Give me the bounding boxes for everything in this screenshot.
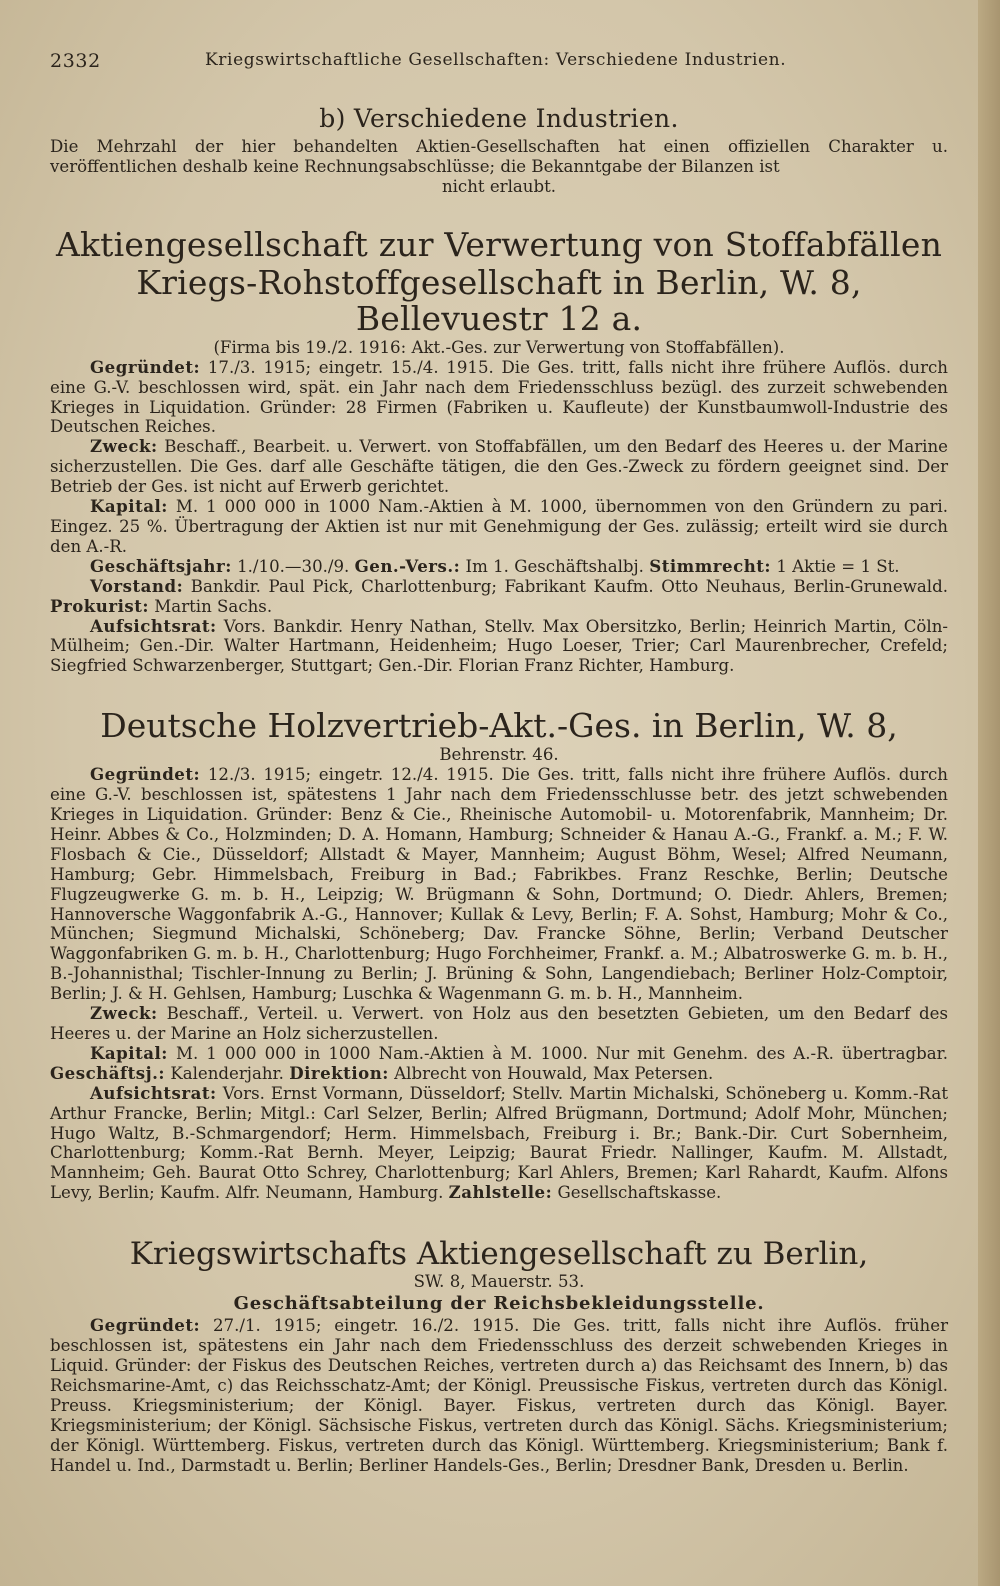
zweck-text: Beschaff., Bearbeit. u. Verwert. von Stoffabfällen, um den Bedarf des Heeres u. der Marine sicherzustellen. Die Ges. darf alle Geschäfte tätigen, die den Ges.-Zweck zu fördern geeignet sind. Der Betrieb der Ges. ist nicht auf Erwerb gerichtet.	[50, 437, 948, 497]
entry2-gegruendet	[50, 765, 948, 1004]
entry2-title: Deutsche Holzvertrieb-Akt.-Ges. in Berlin, W. 8,	[100, 706, 898, 746]
entry1-geschaeftsjahr	[50, 557, 948, 577]
prokurist-label: Prokurist:	[50, 595, 150, 616]
entry1-kapital	[50, 497, 948, 557]
section-heading: b) Verschiedene Industrien.	[319, 104, 679, 133]
running-header	[50, 44, 948, 74]
entry1-aufsichtsrat	[50, 617, 948, 677]
gj-text: Kalenderjahr.	[165, 1063, 290, 1083]
kapital-text: M. 1 000 000 in 1000 Nam.-Aktien à M. 1000. Nur mit Genehm. des A.-R. übertragbar.	[167, 1043, 948, 1063]
entry1-title-line1: Aktiengesellschaft zur Verwertung von Stoffabfällen	[55, 224, 943, 264]
direktion-label: Direktion:	[289, 1062, 389, 1083]
page-number: 2332	[50, 50, 101, 72]
gegruendet-label: Gegründet:	[90, 1315, 201, 1336]
gj-label: Geschäftsjahr:	[90, 555, 232, 576]
zahlstelle-label: Zahlstelle:	[448, 1182, 553, 1203]
entry3-department: Geschäftsabteilung der Reichsbekleidungsstelle.	[233, 1293, 765, 1315]
gegruendet-text: 17./3. 1915; eingetr. 15./4. 1915. Die Ges. tritt, falls nicht ihre frühere Auflös. durch eine G.-V. beschlossen wird, spät. ein Jahr nach dem Friedensschluss bezügl. des zurzeit schwebenden Krieges in Liquidation. Gründer: 28 Firmen (Fabriken u. Kaufleute) der Kunstbaumwoll-Industrie des Deutschen Reiches.	[50, 357, 948, 437]
gj-label: Geschäftsj.:	[50, 1062, 166, 1083]
zahlstelle-text: Gesellschaftskasse.	[552, 1183, 722, 1203]
kapital-label: Kapital:	[90, 1042, 168, 1063]
section-intro-end: nicht erlaubt.	[441, 176, 557, 196]
entry1-firma: (Firma bis 19./2. 1916: Akt.-Ges. zur Verwertung von Stoffabfällen).	[213, 337, 785, 357]
zweck-label: Zweck:	[90, 1003, 158, 1024]
gv-label: Gen.-Vers.:	[354, 555, 461, 576]
direktion-text: Albrecht von Houwald, Max Petersen.	[388, 1063, 714, 1083]
section-intro: Die Mehrzahl der hier behandelten Aktien-Gesellschaften hat einen offiziellen Charakter u. veröffentlichen deshalb keine Rechnungsabschlüsse; die Bekanntgabe der Bilanzen ist	[50, 137, 948, 176]
zweck-label: Zweck:	[90, 436, 158, 457]
kapital-text: M. 1 000 000 in 1000 Nam.-Aktien à M. 1000, übernommen von den Gründern zu pari. Eingez. 25 %. Übertragung der Aktien ist nur mit Genehmigung der Ges. zulässig; erteilt wird sie durch den A.-R.	[50, 497, 948, 556]
gv-text: Im 1. Geschäftshalbj.	[460, 556, 650, 576]
entry1-vorstand	[50, 577, 948, 617]
entry1-gegruendet	[50, 358, 948, 438]
gegruendet-label: Gegründet:	[90, 356, 201, 377]
vorstand-text: Bankdir. Paul Pick, Charlottenburg; Fabrikant Kaufm. Otto Neuhaus, Berlin-Grunewald.	[183, 576, 948, 596]
stimmrecht-text: 1 Aktie = 1 St.	[771, 556, 900, 576]
entry2-kapital	[50, 1044, 948, 1084]
entry1-title-line2: Kriegs-Rohstoffgesellschaft in Berlin, W. 8, Bellevuestr 12 a.	[136, 262, 862, 338]
vorstand-label: Vorstand:	[90, 575, 184, 596]
page-content	[50, 44, 948, 1475]
entry3-gegruendet	[50, 1316, 948, 1475]
gegruendet-label: Gegründet:	[90, 764, 201, 785]
entry2-zweck	[50, 1004, 948, 1044]
entry2-address: Behrenstr. 46.	[439, 745, 559, 765]
running-title: Kriegswirtschaftliche Gesellschaften: Verschiedene Industrien.	[205, 50, 787, 70]
aufsichtsrat-text: Vors. Bankdir. Henry Nathan, Stellv. Max Obersitzko, Berlin; Heinrich Martin, Cöln-Mülheim; Gen.-Dir. Walter Hartmann, Heidenheim; Hugo Loeser, Trier; Carl Maurenbrecher, Crefeld; Siegfried Schwarzenberger, Stuttgart; Gen.-Dir. Florian Franz Richter, Hamburg.	[50, 616, 948, 676]
aufsichtsrat-label: Aufsichtsrat:	[90, 615, 217, 636]
gegruendet-text: 12./3. 1915; eingetr. 12./4. 1915. Die Ges. tritt, falls nicht ihre frühere Auflös. durch eine G.-V. beschlossen ist, spätestens 1 Jahr nach dem Friedensschlusse betr. des jetzt schwebenden Krieges in Liquidation. Gründer: Benz & Cie., Rheinische Automobil- u. Motorenfabrik, Mannheim; Dr. Heinr. Abbes & Co., Holzminden; D. A. Homann, Hamburg; Schneider & Hanau A.-G., Frankf. a. M.; F. W. Flosbach & Cie., Düsseldorf; Allstadt & Mayer, Mannheim; August Böhm, Wesel; Alfred Neumann, Hamburg; Gebr. Himmelsbach, Freiburg in Bad.; Fabrikbes. Franz Reschke, Berlin; Deutsche Flugzeugwerke G. m. b. H., Leipzig; W. Brügmann & Sohn, Dortmund; O. Diedr. Ahlers, Bremen; Hannoversche Waggonfabrik A.-G., Hannover; Kullak & Levy, Berlin; F. A. Sohst, Hamburg; Mohr & Co., München; Siegmund Michalski, Schöneberg; Dav. Francke Söhne, Berlin; Verband Deutscher Waggonfabriken G. m. b. H., Charlottenburg; Hugo Forchheimer, Frankf. a. M.; Albatroswerke G. m. b. H., B.-Johannisthal; Tischler-Innung zu Berlin; J. Brüning & Sohn, Langendiebach; Berliner Holz-Comptoir, Berlin; J. & H. Gehlsen, Hamburg; Luschka & Wagenmann G. m. b. H., Mannheim.	[50, 765, 948, 1004]
stimmrecht-label: Stimmrecht:	[649, 555, 772, 576]
gegruendet-text: 27./1. 1915; eingetr. 16./2. 1915. Die Ges. tritt, falls nicht ihre Auflös. früher beschlossen ist, spätestens ein Jahr nach dem Friedensschluss des derzeit schwebenden Krieges in Liquid. Gründer: der Fiskus des Deutschen Reiches, vertreten durch a) das Reichsamt des Innern, b) das Reichsmarine-Amt, c) das Reichsschatz-Amt; der Königl. Preussische Fiskus, vertreten durch das Königl. Preuss. Kriegsministerium; der Königl. Bayer. Fiskus, vertreten durch das Königl. Bayer. Kriegsministerium; der Königl. Sächsische Fiskus, vertreten durch das Königl. Sächs. Kriegsministerium; der Königl. Württemberg. Fiskus, vertreten durch das Königl. Württemberg. Kriegsministerium; Bank f. Handel u. Ind., Darmstadt u. Berlin; Berliner Handels-Ges., Berlin; Dresdner Bank, Dresden u. Berlin.	[50, 1316, 948, 1475]
aufsichtsrat-text: Vors. Ernst Vormann, Düsseldorf; Stellv. Martin Michalski, Schöneberg u. Komm.-Rat Arthur Francke, Berlin; Mitgl.: Carl Selzer, Berlin; Alfred Brügmann, Dortmund; Adolf Mohr, München; Hugo Waltz, B.-Schmargendorf; Herm. Himmelsbach, Freiburg i. Br.; Bank.-Dir. Curt Sobernheim, Charlottenburg; Komm.-Rat Bernh. Meyer, Leipzig; Baurat Friedr. Nallinger, Kaufm. M. Allstadt, Mannheim; Geh. Baurat Otto Schrey, Charlottenburg; Karl Ahlers, Bremen; Karl Rahardt, Kaufm. Alfons Levy, Berlin; Kaufm. Alfr. Neumann, Hamburg.	[50, 1083, 948, 1203]
entry3-address: SW. 8, Mauerstr. 53.	[413, 1272, 585, 1292]
entry1-zweck	[50, 437, 948, 497]
entry2-aufsichtsrat	[50, 1084, 948, 1203]
page-edge	[978, 0, 1000, 1586]
gj-text: 1./10.—30./9.	[231, 556, 355, 576]
kapital-label: Kapital:	[90, 496, 168, 517]
zweck-text: Beschaff., Verteil. u. Verwert. von Holz aus den besetzten Gebieten, um den Bedarf des Heeres u. der Marine an Holz sicherzustellen.	[50, 1004, 948, 1043]
entry3-title: Kriegswirtschafts Aktiengesellschaft zu Berlin,	[129, 1236, 869, 1273]
aufsichtsrat-label: Aufsichtsrat:	[90, 1082, 217, 1103]
prokurist-text: Martin Sachs.	[149, 596, 273, 616]
